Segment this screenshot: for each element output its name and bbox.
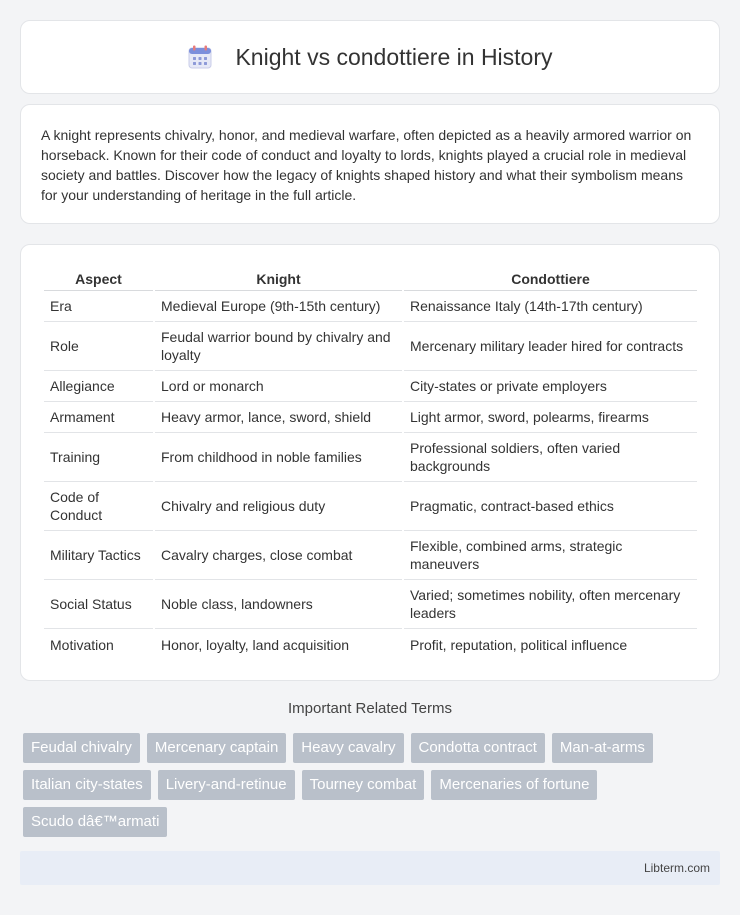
tag-man-at-arms[interactable]: Man-at-arms [552,733,653,763]
cell-aspect: Allegiance [44,371,153,402]
cell-condottiere: Light armor, sword, polearms, firearms [404,402,697,433]
cell-knight: Noble class, landowners [155,580,402,629]
cell-aspect: Training [44,433,153,482]
table-row [44,322,697,371]
tag-mercenary-captain[interactable]: Mercenary captain [147,733,286,763]
header-aspect: Aspect [44,263,153,291]
table-row [44,402,697,433]
table-row [44,580,697,629]
table-row [44,371,697,402]
tag-italian-city-states[interactable]: Italian city-states [23,770,151,800]
cell-knight: Heavy armor, lance, sword, shield [155,402,402,433]
comparison-table-card [20,244,720,681]
title-card [20,20,720,94]
tag-mercenaries-of-fortune[interactable]: Mercenaries of fortune [431,770,597,800]
cell-condottiere: Renaissance Italy (14th-17th century) [404,291,697,322]
comparison-table [42,263,699,660]
tag-condotta-contract[interactable]: Condotta contract [411,733,545,763]
cell-condottiere: Profit, reputation, political influence [410,636,628,653]
intro-text: A knight represents chivalry, honor, and medieval warfare, often depicted as a heavily armored warrior on horseback. Known for their code of conduct and loyalty to lords, knights played a crucial role in medieval society and battles. Discover how the legacy of knights shaped history and what their symbolism means for your understanding of heritage in the full article. [41,127,692,203]
cell-aspect: Military Tactics [44,531,153,580]
cell-condottiere: Varied; sometimes nobility, often mercenary leaders [404,580,697,629]
tag-scudo-darmati[interactable]: Scudo dâ€™armati [23,807,167,837]
page-title: Knight vs condottiere in History [235,43,553,70]
tag-feudal-chivalry[interactable]: Feudal chivalry [23,733,140,763]
related-terms-title: Important Related Terms [288,700,452,717]
cell-aspect: Code of Conduct [44,482,153,531]
cell-condottiere: Pragmatic, contract-based ethics [404,482,697,531]
tag-heavy-cavalry[interactable]: Heavy cavalry [293,733,403,763]
cell-aspect: Armament [44,402,153,433]
cell-knight: Cavalry charges, close combat [155,531,402,580]
cell-condottiere: City-states or private employers [404,371,697,402]
footer [20,851,720,885]
cell-aspect: Motivation [50,636,114,653]
cell-knight: Feudal warrior bound by chivalry and loyalty [155,322,402,371]
table-row [44,531,697,580]
header-knight: Knight [155,263,402,291]
table-row [44,433,697,482]
cell-knight: Chivalry and religious duty [155,482,402,531]
header-condottiere: Condottiere [404,263,697,291]
cell-condottiere: Professional soldiers, often varied backgrounds [404,433,697,482]
intro-card [20,104,720,224]
cell-knight: Honor, loyalty, land acquisition [161,636,350,653]
cell-aspect: Social Status [44,580,153,629]
footer-site-link[interactable]: Libterm.com [643,861,710,875]
table-header-row [44,263,697,291]
cell-aspect: Role [44,322,153,371]
tag-livery-and-retinue[interactable]: Livery-and-retinue [158,770,295,800]
table-row [44,291,697,322]
calendar-icon [187,44,213,70]
cell-knight: Lord or monarch [155,371,402,402]
cell-knight: Medieval Europe (9th-15th century) [155,291,402,322]
related-terms-list [23,733,723,844]
cell-condottiere: Mercenary military leader hired for contracts [404,322,697,371]
cell-knight: From childhood in noble families [155,433,402,482]
cell-condottiere: Flexible, combined arms, strategic maneuvers [404,531,697,580]
cell-aspect: Era [44,291,153,322]
tag-tourney-combat[interactable]: Tourney combat [302,770,425,800]
table-row [44,629,697,660]
table-row [44,482,697,531]
